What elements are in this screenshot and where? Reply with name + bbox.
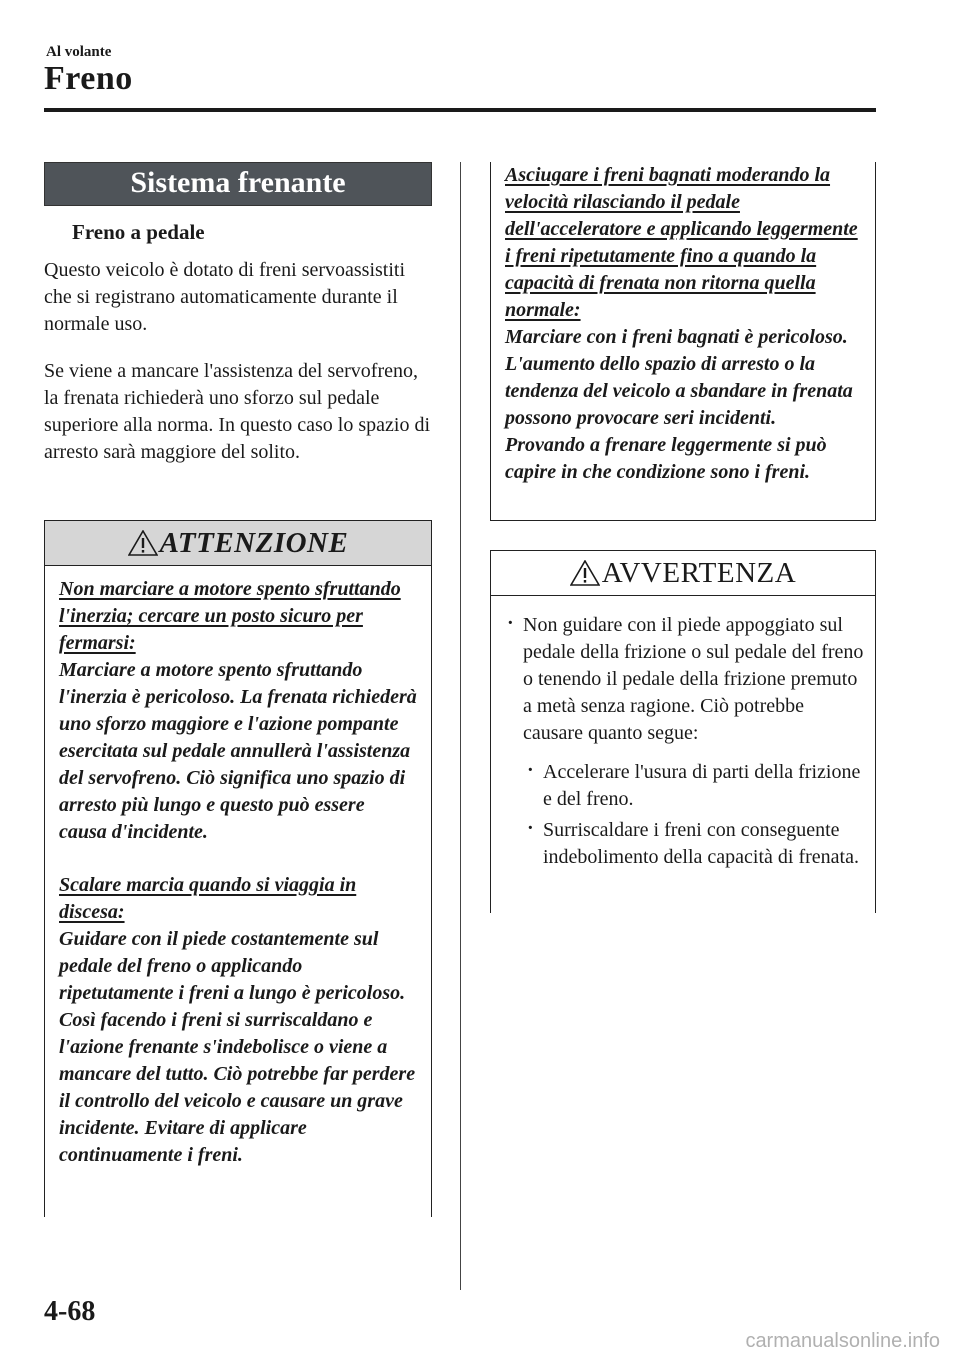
warning-sub-item-1: · Accelerare l'usura di parti della frizione e del freno. bbox=[525, 759, 865, 813]
column-divider bbox=[460, 162, 461, 1290]
attention-box bbox=[44, 520, 432, 1217]
watermark: carmanualsonline.info bbox=[745, 1330, 940, 1352]
attention-body bbox=[45, 566, 431, 1169]
attention-item-1-text: Marciare a motore spento sfruttando l'inerzia è pericoloso. La frenata richiederà uno sforzo maggiore e l'azione pompante esercitata sul pedale annullerà l'assistenza del servofreno. Ciò significa uno spazio di arresto più lungo e questo può essere causa d'incidente. bbox=[59, 659, 417, 843]
warning-triangle-icon bbox=[570, 560, 600, 586]
left-column bbox=[44, 162, 432, 466]
warning-box bbox=[490, 550, 876, 913]
paragraph-1: Questo veicolo è dotato di freni servoassistiti che si registrano automaticamente durante il normale uso. bbox=[44, 259, 406, 335]
title-rule bbox=[44, 108, 876, 112]
attention-item-2-heading: Scalare marcia quando si viaggia in discesa: bbox=[59, 874, 357, 923]
warning-sub-item-2: · Surriscaldare i freni con conseguente indebolimento della capacità di frenata. bbox=[525, 817, 865, 871]
warning-header bbox=[491, 551, 875, 596]
attention-box-continued bbox=[490, 162, 876, 521]
breadcrumb: Al volante bbox=[46, 44, 112, 60]
warning-triangle-icon bbox=[128, 530, 158, 556]
warning-main-item: · Non guidare con il piede appoggiato sul pedale della frizione o sul pedale del freno o tenendo il pedale della frizione premuto a metà senza ragione. Ciò potrebbe causare quanto segue: bbox=[505, 612, 865, 747]
attention-item-1-heading: Non marciare a motore spento sfruttando l'inerzia; cercare un posto sicuro per fermarsi: bbox=[59, 578, 401, 654]
attention-item-3-text: Marciare con i freni bagnati è pericoloso. L'aumento dello spazio di arresto o la tendenza del veicolo a sbandare in frenata possono provocare seri incidenti. Provando a frenare leggermente si può capire in che condizione sono i freni. bbox=[505, 326, 853, 483]
paragraph-2: Se viene a mancare l'assistenza del servofreno, la frenata richiederà uno sforzo sul pedale superiore alla norma. In questo caso lo spazio di arresto sarà maggiore del solito. bbox=[44, 360, 430, 463]
page-number: 4-68 bbox=[44, 1296, 96, 1327]
page-title: Freno bbox=[44, 60, 133, 97]
attention-item-3-heading: Asciugare i freni bagnati moderando la velocità rilasciando il pedale dell'acceleratore e applicando leggermente i freni ripetutamente fino a quando la capacità di frenata non ritorna quella normale: bbox=[505, 164, 858, 321]
attention-label: ATTENZIONE bbox=[159, 526, 349, 559]
warning-label: AVVERTENZA bbox=[601, 556, 797, 589]
attention-header bbox=[45, 521, 431, 566]
attention-item-2-text: Guidare con il piede costantemente sul pedale del freno o applicando ripetutamente i freni a lungo è pericoloso. Così facendo i freni si surriscaldano e l'azione frenante s'indebolisce o viene a mancare del tutto. Ciò potrebbe far perdere il controllo del veicolo e causare un grave incidente. Evitare di applicare continuamente i freni. bbox=[59, 928, 416, 1166]
section-header: Sistema frenante bbox=[44, 162, 432, 206]
subheading: Freno a pedale bbox=[72, 220, 205, 244]
warning-body bbox=[491, 596, 875, 871]
attention-body-continued bbox=[491, 162, 875, 486]
